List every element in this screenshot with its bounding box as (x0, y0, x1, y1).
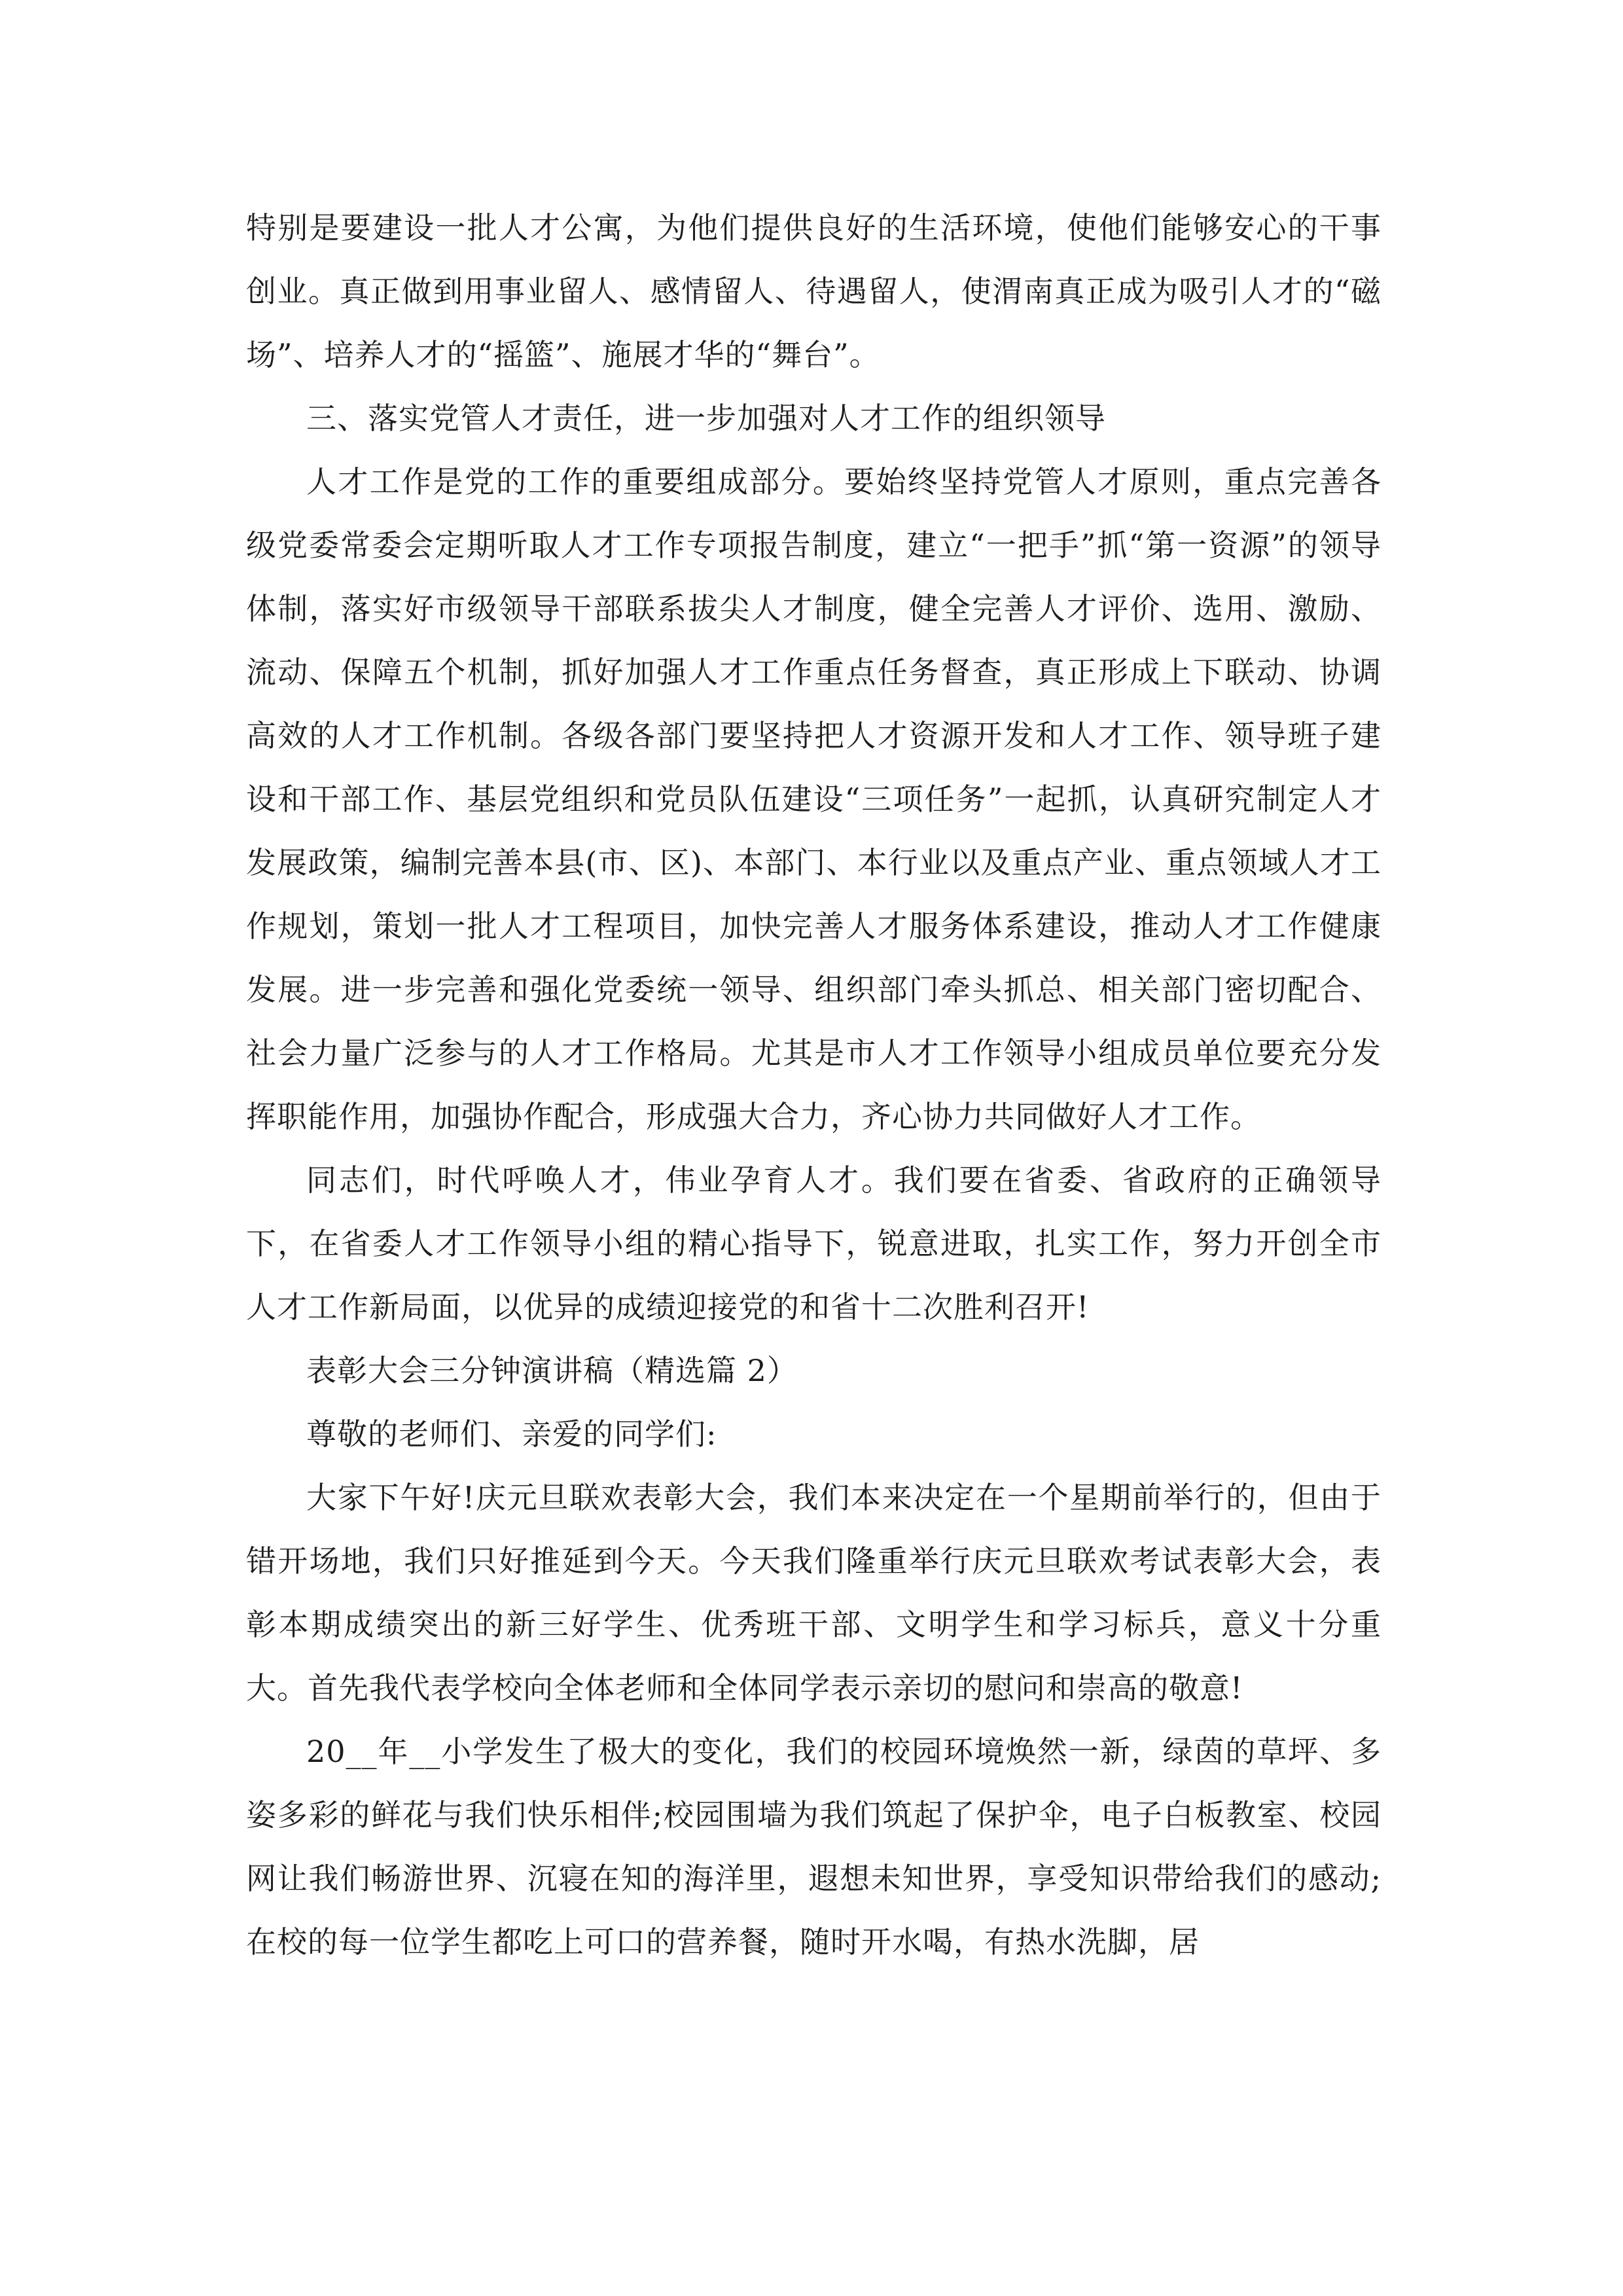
paragraph: 大家下午好!庆元旦联欢表彰大会，我们本来决定在一个星期前举行的，但由于错开场地，我们只好推延到今天。今天我们隆重举行庆元旦联欢考试表彰大会，表彰本期成绩突出的新三好学生、优秀班干部、文明学生和学习标兵，意义十分重大。首先我代表学校向全体老师和全体同学表示亲切的慰问和崇高的敬意! (246, 1480, 1382, 1706)
paragraph-continuation: 特别是要建设一批人才公寓，为他们提供良好的生活环境，使他们能够安心的干事创业。真正做到用事业留人、感情留人、待遇留人，使渭南真正成为吸引人才的“磁场”、培养人才的“摇篮”、施展才华的“舞台”。 (246, 210, 1382, 372)
paragraph: 20__年__小学发生了极大的变化，我们的校园环境焕然一新，绿茵的草坪、多姿多彩的鲜花与我们快乐相伴;校园围墙为我们筑起了保护伞，电子白板教室、校园网让我们畅游世界、沉寝在知的海洋里，遐想未知世界，享受知识带给我们的感动;在校的每一位学生都吃上可口的营养餐，随时开水喝，有热水洗脚，居 (246, 1734, 1382, 1960)
salutation: 尊敬的老师们、亲爱的同学们: (306, 1416, 717, 1452)
document-body (246, 196, 1382, 1974)
paragraph: 同志们，时代呼唤人才，伟业孕育人才。我们要在省委、省政府的正确领导下，在省委人才工作领导小组的精心指导下，锐意进取，扎实工作，努力开创全市人才工作新局面，以优异的成绩迎接党的和省十二次胜利召开! (246, 1162, 1382, 1325)
paragraph: 人才工作是党的工作的重要组成部分。要始终坚持党管人才原则，重点完善各级党委常委会定期听取人才工作专项报告制度，建立“一把手”抓“第一资源”的领导体制，落实好市级领导干部联系拔尖人才制度，健全完善人才评价、选用、激励、流动、保障五个机制，抓好加强人才工作重点任务督查，真正形成上下联动、协调高效的人才工作机制。各级各部门要坚持把人才资源开发和人才工作、领导班子建设和干部工作、基层党组织和党员队伍建设“三项任务”一起抓，认真研究制定人才发展政策，编制完善本县(市、区)、本部门、本行业以及重点产业、重点领域人才工作规划，策划一批人才工程项目，加快完善人才服务体系建设，推动人才工作健康发展。进一步完善和强化党委统一领导、组织部门牵头抓总、相关部门密切配合、社会力量广泛参与的人才工作格局。尤其是市人才工作领导小组成员单位要充分发挥职能作用，加强协作配合，形成强大合力，齐心协力共同做好人才工作。 (246, 464, 1382, 1134)
article-title: 表彰大会三分钟演讲稿（精选篇 2） (306, 1353, 798, 1388)
section-heading: 三、落实党管人才责任，进一步加强对人才工作的组织领导 (306, 401, 1106, 436)
